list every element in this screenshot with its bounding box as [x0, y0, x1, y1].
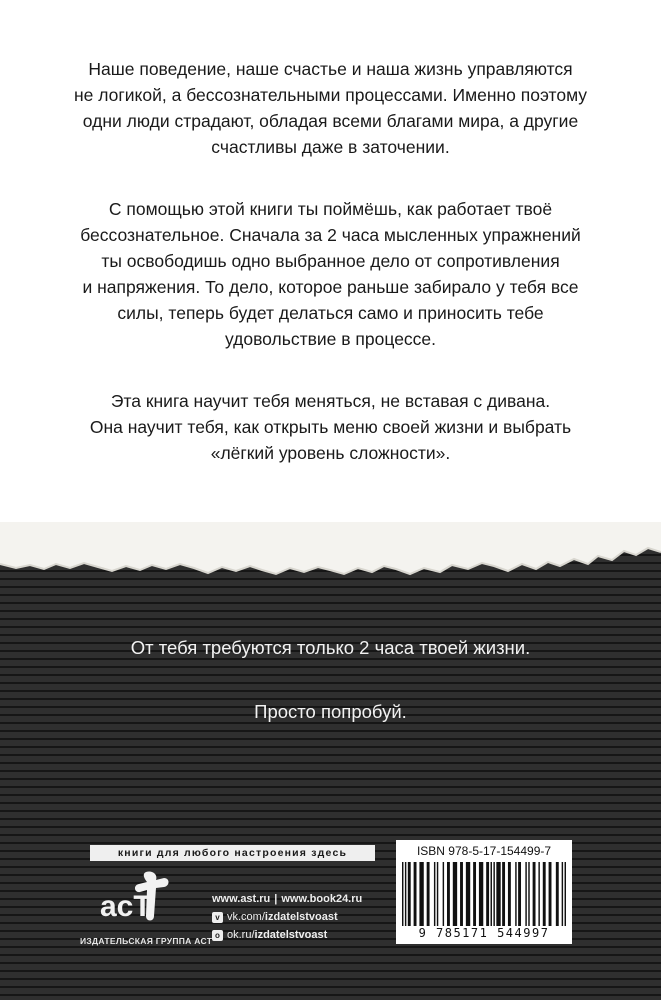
- paragraph-3: [40, 388, 621, 466]
- text-line: не логикой, а бессознательными процессами. Именно поэтому: [73, 85, 588, 105]
- website-links: [212, 893, 362, 905]
- barcode-bar: [473, 862, 476, 926]
- ast-logo: [94, 868, 174, 938]
- barcode-bar: [427, 862, 430, 926]
- vk-icon: v: [212, 912, 223, 923]
- barcode-digits: 9 785171 544997: [418, 926, 550, 940]
- text-line: одни люди страдают, обладая всеми благами мира, а другие: [82, 111, 579, 131]
- barcode-bar: [408, 862, 411, 926]
- text-line: счастливы даже в заточении.: [211, 137, 450, 157]
- barcode-bar: [528, 862, 529, 926]
- barcode-bar: [479, 862, 483, 926]
- barcode: [402, 862, 566, 926]
- text-line: бессознательное. Сначала за 2 часа мысленных упражнений: [80, 225, 581, 245]
- text-line: ты освободишь одно выбранное дело от сопротивления: [101, 251, 560, 271]
- barcode-bar: [515, 862, 516, 926]
- barcode-bar: [556, 862, 559, 926]
- isbn-barcode-box: [396, 840, 572, 944]
- barcode-bar: [460, 862, 463, 926]
- publisher-tagline: книги для любого настроения здесь: [90, 845, 375, 861]
- barcode-bar: [565, 862, 566, 926]
- barcode-bar: [437, 862, 438, 926]
- ok-handle: izdatelstvoast: [254, 929, 328, 941]
- barcode-bar: [502, 862, 505, 926]
- barcode-bar: [402, 862, 403, 926]
- publisher-name: ИЗДАТЕЛЬСКАЯ ГРУППА АСТ: [80, 936, 213, 946]
- text-line: С помощью этой книги ты поймёшь, как работает твоё: [108, 199, 553, 219]
- dark-line-2: Просто попробуй.: [254, 701, 407, 722]
- vk-handle: izdatelstvoast: [264, 911, 338, 923]
- barcode-bar: [538, 862, 539, 926]
- vk-prefix: vk.com/: [227, 911, 265, 923]
- barcode-bar: [434, 862, 435, 926]
- ok-link[interactable]: [212, 929, 362, 941]
- paragraph-2: [40, 196, 621, 352]
- vk-link[interactable]: [212, 911, 362, 923]
- ok-prefix: ok.ru/: [227, 929, 255, 941]
- publisher-links: [212, 893, 362, 941]
- text-line: силы, теперь будет делаться само и приносить тебе: [117, 303, 544, 323]
- text-line: Она научит тебя, как открыть меню своей жизни и выбрать: [89, 417, 572, 437]
- barcode-bar: [525, 862, 526, 926]
- barcode-bar: [496, 862, 500, 926]
- odnoklassniki-icon: o: [212, 930, 223, 941]
- barcode-bar: [486, 862, 489, 926]
- text-line: и напряжения. То дело, которое раньше забирало у тебя все: [82, 277, 579, 297]
- site-link-book24[interactable]: www.book24.ru: [281, 893, 363, 905]
- barcode-bar: [414, 862, 417, 926]
- barcode-bar: [405, 862, 406, 926]
- text-line: удовольствие в процессе.: [224, 329, 437, 349]
- barcode-bar: [533, 862, 536, 926]
- barcode-bar: [419, 862, 423, 926]
- isbn-label: ISBN 978-5-17-154499-7: [416, 844, 552, 858]
- barcode-bar: [493, 862, 494, 926]
- barcode-bar: [543, 862, 546, 926]
- torn-paper-edge: [0, 522, 661, 582]
- dark-line-1: От тебя требуются только 2 часа твоей жизни.: [130, 637, 531, 658]
- barcode-bar: [549, 862, 552, 926]
- site-link-ast[interactable]: www.ast.ru: [212, 893, 271, 905]
- barcode-bar: [518, 862, 521, 926]
- barcode-bar: [453, 862, 457, 926]
- barcode-bar: [562, 862, 563, 926]
- barcode-bar: [443, 862, 444, 926]
- logo-text: acT: [100, 890, 152, 923]
- text-line: «лёгкий уровень сложности».: [210, 443, 451, 463]
- barcode-bar: [508, 862, 511, 926]
- paragraph-1: [40, 56, 621, 160]
- text-line: Эта книга научит тебя меняться, не вставая с дивана.: [110, 391, 551, 411]
- barcode-bar: [466, 862, 470, 926]
- barcode-bar: [447, 862, 450, 926]
- text-line: Наше поведение, наше счастье и наша жизнь управляются: [88, 59, 573, 79]
- barcode-bar: [491, 862, 492, 926]
- site-separator: |: [274, 893, 278, 905]
